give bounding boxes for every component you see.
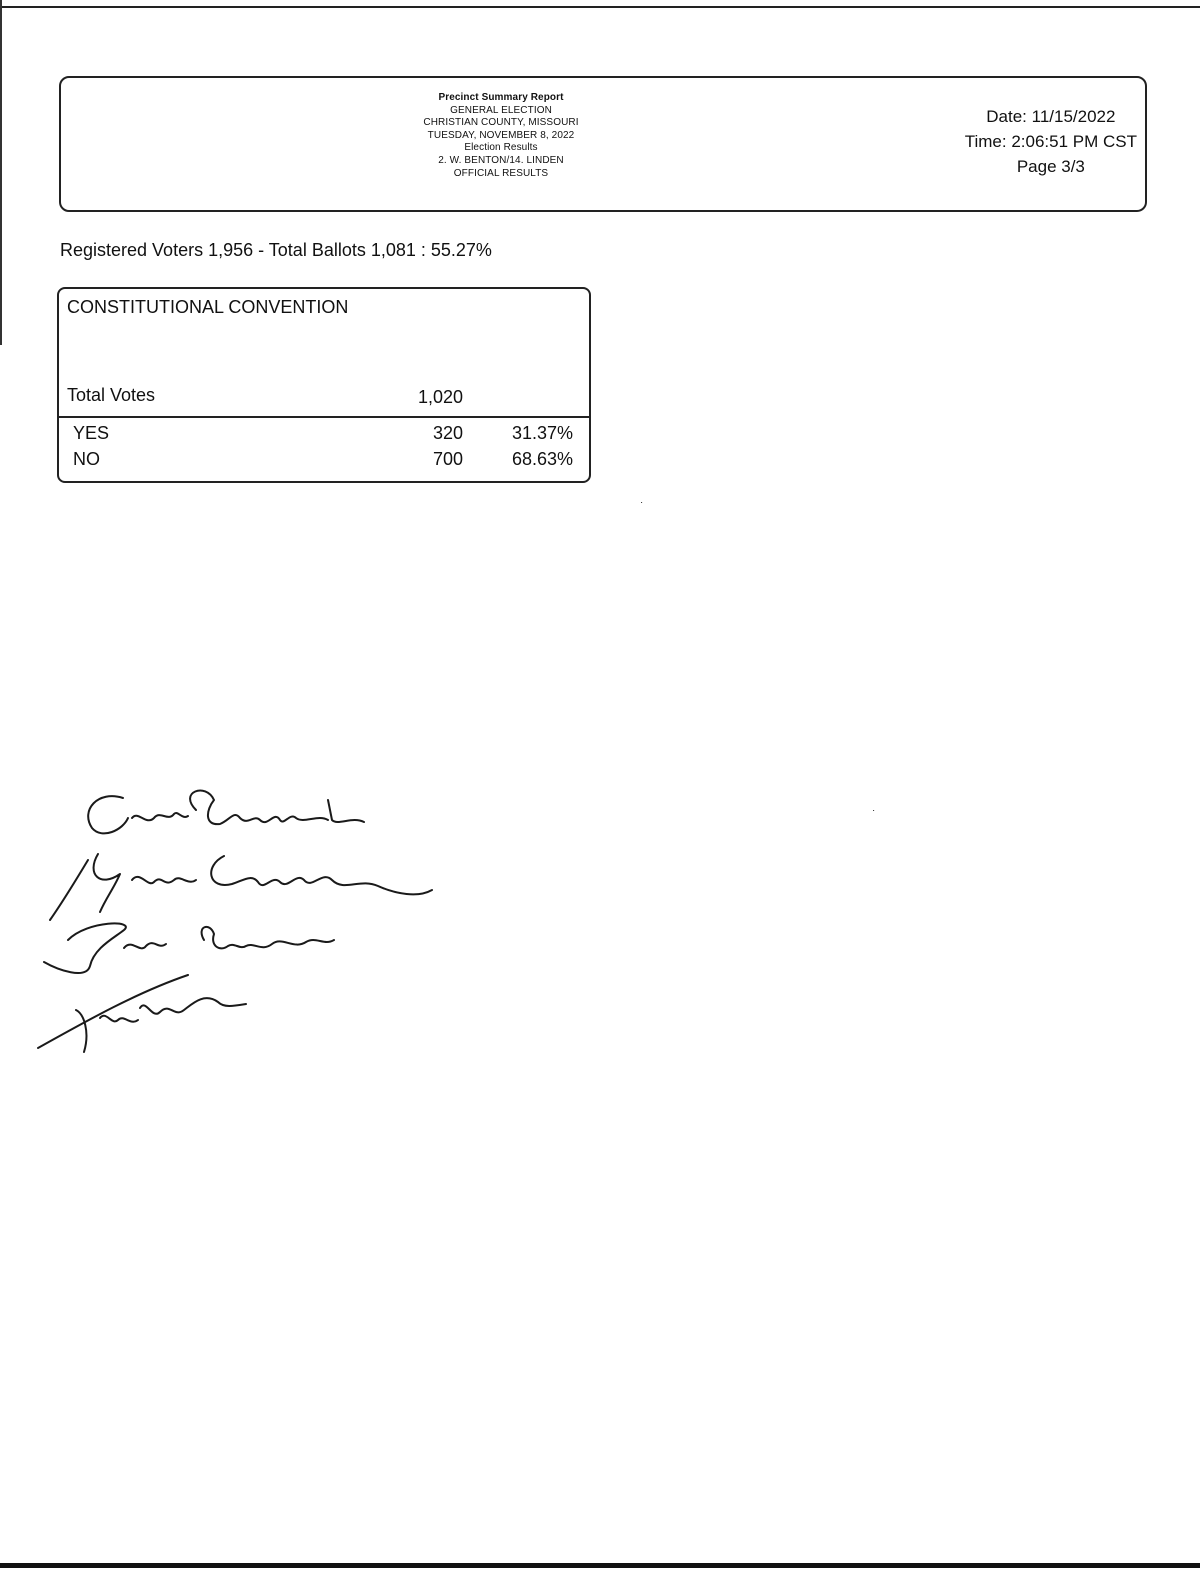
- choice-row-no: [59, 449, 589, 475]
- scan-edge-bottom: [0, 1563, 1200, 1568]
- report-time: Time: 2:06:51 PM CST: [964, 132, 1137, 151]
- signature-4: [38, 975, 246, 1052]
- scan-speck: ⋅: [640, 498, 644, 509]
- choice-name: NO: [73, 449, 100, 469]
- choice-votes: 700: [432, 449, 463, 469]
- election-name: GENERAL ELECTION: [450, 104, 552, 116]
- choice-name: YES: [73, 423, 110, 443]
- scan-speck: ⋅: [872, 806, 876, 817]
- precinct-name: 2. W. BENTON/14. LINDEN: [438, 154, 564, 166]
- signatures-image: [28, 770, 448, 1060]
- signature-2: [50, 854, 432, 920]
- signature-1: [88, 791, 364, 834]
- total-votes-value: 1,020: [417, 387, 463, 407]
- results-label: Election Results: [464, 142, 538, 154]
- contest-table: [57, 287, 591, 483]
- registered-voters-summary: Registered Voters 1,956 - Total Ballots 1,081 : 55.27%: [60, 240, 492, 260]
- signature-3: [44, 923, 334, 973]
- report-title-block: [381, 92, 621, 180]
- page-number: Page 3/3: [1016, 157, 1085, 176]
- contest-title: CONSTITUTIONAL CONVENTION: [67, 297, 349, 317]
- choice-row-yes: [59, 423, 589, 449]
- report-header: [59, 76, 1147, 212]
- report-title: Precinct Summary Report: [438, 92, 564, 103]
- scan-edge-left: [0, 0, 2, 345]
- choice-percent: 31.37%: [511, 423, 573, 443]
- scan-edge-top: [0, 6, 1200, 8]
- report-meta: [965, 104, 1137, 179]
- county-name: CHRISTIAN COUNTY, MISSOURI: [423, 117, 579, 129]
- election-date: TUESDAY, NOVEMBER 8, 2022: [427, 129, 575, 141]
- choice-percent: 68.63%: [511, 449, 573, 469]
- choice-votes: 320: [432, 423, 463, 443]
- table-divider: [59, 416, 589, 418]
- results-status: OFFICIAL RESULTS: [453, 167, 549, 179]
- total-votes-label: Total Votes: [67, 385, 156, 405]
- report-date: Date: 11/15/2022: [986, 107, 1116, 126]
